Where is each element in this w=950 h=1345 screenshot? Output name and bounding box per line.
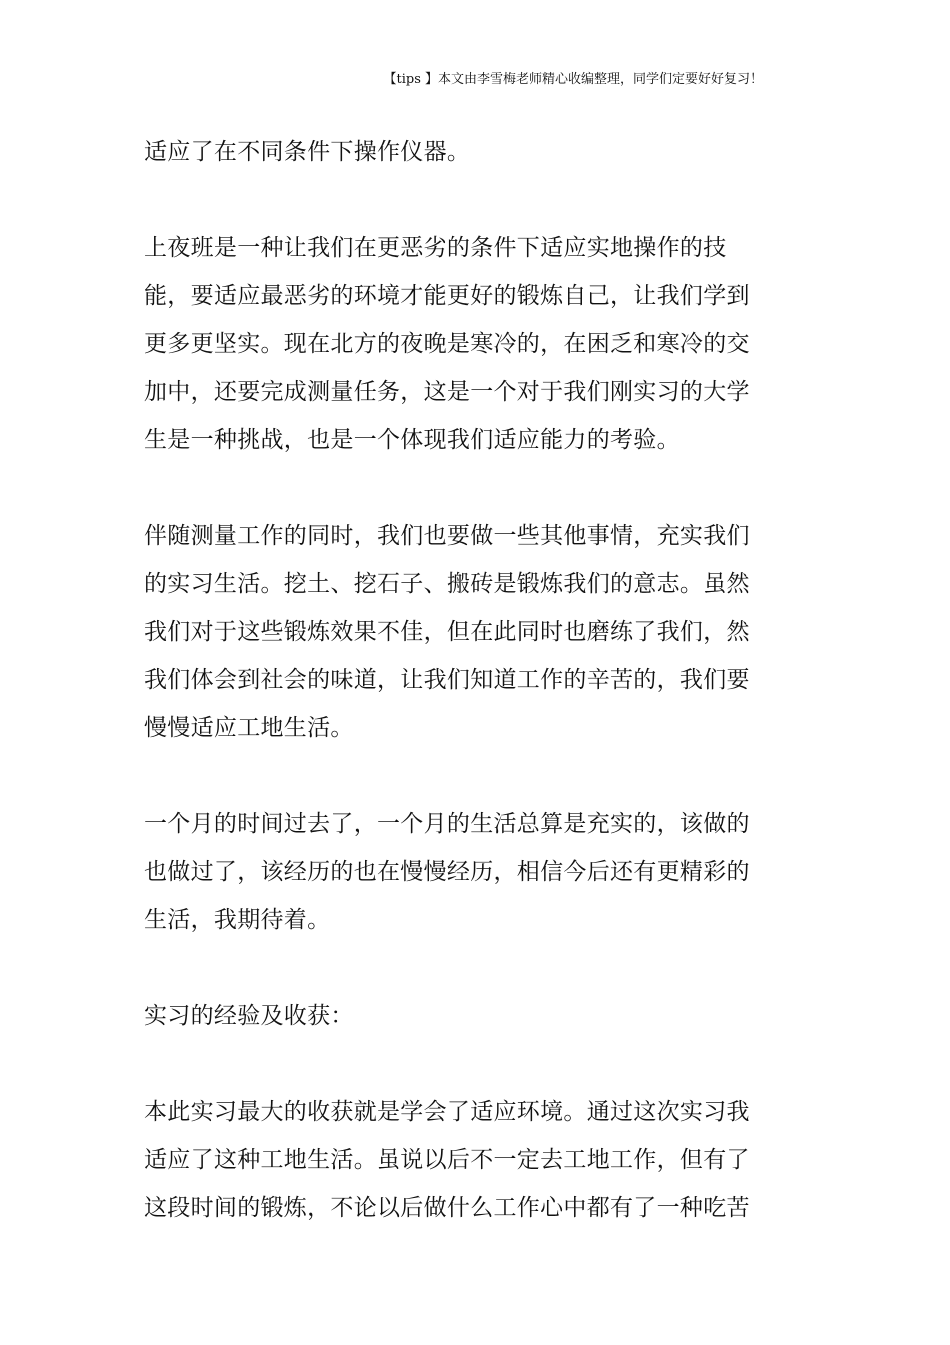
header-tips-note: 【tips 】本文由李雪梅老师精心收编整理，同学们定要好好复习！ [383,72,763,87]
text-line: 能，要适应最恶劣的环境才能更好的锻炼自己，让我们学到 [144,283,750,309]
paragraph-1 [144,128,744,176]
text-line: 适应了在不同条件下操作仪器。 [144,139,471,165]
paragraph-6 [144,1088,750,1232]
document-body [144,128,750,1232]
paragraph-gap [144,752,744,800]
text-line: 慢慢适应工地生活。 [144,715,354,741]
text-line: 生是一种挑战，也是一个体现我们适应能力的考验。 [144,427,680,453]
text-line: 加中，还要完成测量任务，这是一个对于我们刚实习的大学 [144,379,750,405]
text-line: 更多更坚实。现在北方的夜晚是寒冷的，在困乏和寒冷的交 [144,331,750,357]
text-line: 伴随测量工作的同时，我们也要做一些其他事情，充实我们 [144,523,750,549]
paragraph-gap [144,1040,744,1088]
paragraph-3 [144,512,750,752]
text-line: 生活，我期待着。 [144,907,331,933]
paragraph-gap [144,176,744,224]
paragraph-5-heading [144,992,744,1040]
text-line: 适应了这种工地生活。虽说以后不一定去工地工作，但有了 [144,1147,750,1173]
paragraph-gap [144,944,744,992]
text-line: 我们体会到社会的味道，让我们知道工作的辛苦的，我们要 [144,667,750,693]
text-line: 的实习生活。挖土、挖石子、搬砖是锻炼我们的意志。虽然 [144,571,750,597]
paragraph-4 [144,800,750,944]
text-line: 本此实习最大的收获就是学会了适应环境。通过这次实习我 [144,1099,750,1125]
text-line: 也做过了，该经历的也在慢慢经历，相信今后还有更精彩的 [144,859,750,885]
text-line: 上夜班是一种让我们在更恶劣的条件下适应实地操作的技 [144,235,727,261]
text-line: 这段时间的锻炼，不论以后做什么工作心中都有了一种吃苦 [144,1195,750,1221]
paragraph-2 [144,224,750,464]
text-line: 实习的经验及收获： [144,1003,354,1029]
text-line: 一个月的时间过去了，一个月的生活总算是充实的，该做的 [144,811,750,837]
paragraph-gap [144,464,744,512]
text-line: 我们对于这些锻炼效果不佳，但在此同时也磨练了我们，然 [144,619,750,645]
